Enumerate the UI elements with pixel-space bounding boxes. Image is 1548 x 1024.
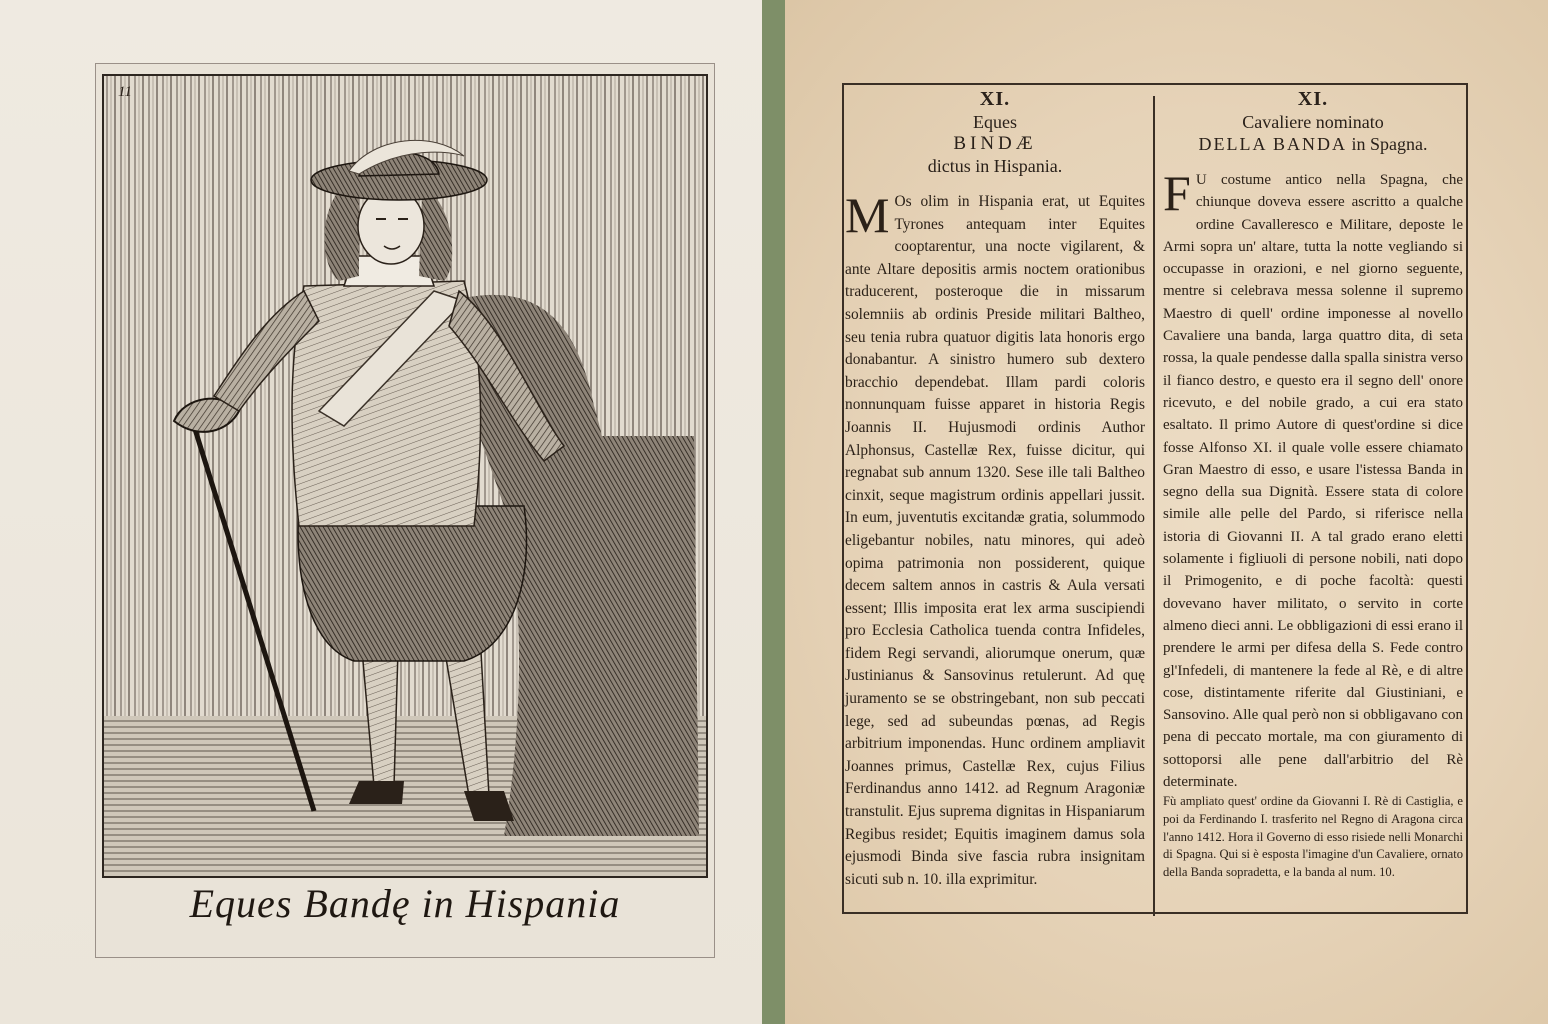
italian-addendum: Fù ampliato quest' ordine da Giovanni I. Rè di Castiglia, e poi da Ferdinando I. trasferito nel Regno di Aragona circa l'anno 1412. Hora il Governo di esso risiede nelli Monarchi di Spagna. Qui si è esposta l'imagine d'un Cavaliere, ornato della Banda sopradetta, e la banda al num. 10. bbox=[1163, 794, 1463, 879]
italian-heading-banda-rest: in Spagna. bbox=[1351, 134, 1428, 154]
knight-figure-image bbox=[104, 76, 706, 876]
left-border-rule bbox=[842, 83, 844, 913]
engraving-illustration bbox=[102, 74, 708, 878]
italian-column bbox=[1163, 88, 1463, 881]
italian-body-text: U costume antico nella Spagna, che chiunque doveva essere ascritto a qualche ordine Cavalleresco e Militare, deposte le Armi sopra un' altare, tutta la notte vegliando si occupasse in orazioni, e nel giorno seguente, mentre si celebrava messa solenne il supremo Maestro di quell' ordine imponesse al novello Cavaliere una banda, larga quattro dita, di seta rossa, la quale pendesse dalla spalla sinistra verso il fianco destro, e questo era il segno dell' onore ricevuto, e del nobile grado, a cui era stato esaltato. Il primo Autore di quest'ordine si dice fosse Alfonso XI. il quale volle essere chiamato Gran Maestro di esso, e usare l'istessa Banda in segno della sua Dignità. Essere stata di colore simile alle pelle del Pardo, si riferisce nella istoria di Giovanni II. A tal grado erano eletti solamente i figliuoli di persone nobili, nati dopo il Primogenito, e di poche facoltà: questi dovevano haver militato, o servito in corte almeno dieci anni. Le obbligazioni di essi erano il prendere le armi per difesa della S. Fede contro gl'Infedeli, di mantenere la fede al Rè, e di altre cose, distintamente riferite dal Giustiniani, e Sansovino. Alle qual però non si obbligavano con pena di peccato mortale, ma con giuramento di sottoporsi alle pene dall'arbitrio del Rè determinate. bbox=[1163, 172, 1463, 791]
italian-heading-banda-caps: DELLA BANDA bbox=[1198, 134, 1347, 154]
italian-numeral: XI. bbox=[1297, 88, 1329, 110]
latin-heading-dictus: dictus in Hispania. bbox=[927, 156, 1063, 176]
latin-heading-bindae: BINDÆ bbox=[953, 133, 1037, 154]
latin-body-text: Os olim in Hispania erat, ut Equites Tyrones antequam inter Equites cooptarentur, una nocte vigilarent, & ante Altare depositis armis noctem orationibus traducerent, posteroque die in missarum solemniis ab ordinis Preside militari Baltheo, seu tenia rubra quatuor digitis lata honoris ergo donabantur. A sinistro humero sub dextero bracchio dependebat. Illam pardi coloris nonnunquam fuisse apparet in historia Regis Joannis II. Hujusmodi ordinis Author Alphonsus, Castellæ Rex, fuisse dicitur, qui regnabat sub annum 1320. Sese ille tali Baltheo cinxit, seque magistrum ordinis appellari jussit. In eum, juventutis excitandæ gratia, solummodo eligebantur nobiles, natu minores, qui adeò opima patrimonia non possiderent, quique decem saltem annos in castris & Aula versati essent; Illis imposita erat lex arma suscipiendi pro Ecclesia Catholica tuenda contra Infideles, fidem Regi servandi, aliorumque onerum, quæ Justinianus & Sansovinus retulerunt. Ad quę juramento se se obstringebant, non sub peccati lege, sed ad subeundas pœnas, ad Regis arbitrium imponendas. Hunc ordinem ampliavit Joannes primus, Castellæ Rex, cujus Filius Ferdinandus anno 1412. ad Regnum Aragoniæ transtulit. Ejus suprema dignitas in Hispaniarum Regibus residet; Equitis imaginem damus sola ejusmodi Binda sive fascia rubra insignitam sicuti sub n. 10. illa exprimitur. bbox=[845, 193, 1145, 888]
plate-number: 11 bbox=[118, 84, 132, 100]
italian-body bbox=[1163, 165, 1463, 793]
bottom-rule bbox=[842, 912, 1468, 914]
top-rule bbox=[842, 83, 1468, 85]
latin-column bbox=[845, 88, 1145, 891]
italian-drop-cap: F bbox=[1163, 165, 1191, 221]
italian-heading-cavaliere: Cavaliere nominato bbox=[1242, 112, 1384, 132]
latin-body bbox=[845, 187, 1145, 891]
right-page bbox=[785, 0, 1548, 1024]
engraving-caption: Eques Bandę in Hispania bbox=[189, 881, 621, 926]
italian-heading-banda bbox=[1163, 133, 1463, 155]
right-border-rule bbox=[1466, 83, 1468, 913]
latin-numeral: XI. bbox=[979, 88, 1011, 110]
left-page bbox=[0, 0, 762, 1024]
center-column-rule bbox=[1153, 96, 1155, 916]
latin-drop-cap: M bbox=[845, 187, 890, 243]
latin-heading-eques: Eques bbox=[973, 112, 1017, 132]
